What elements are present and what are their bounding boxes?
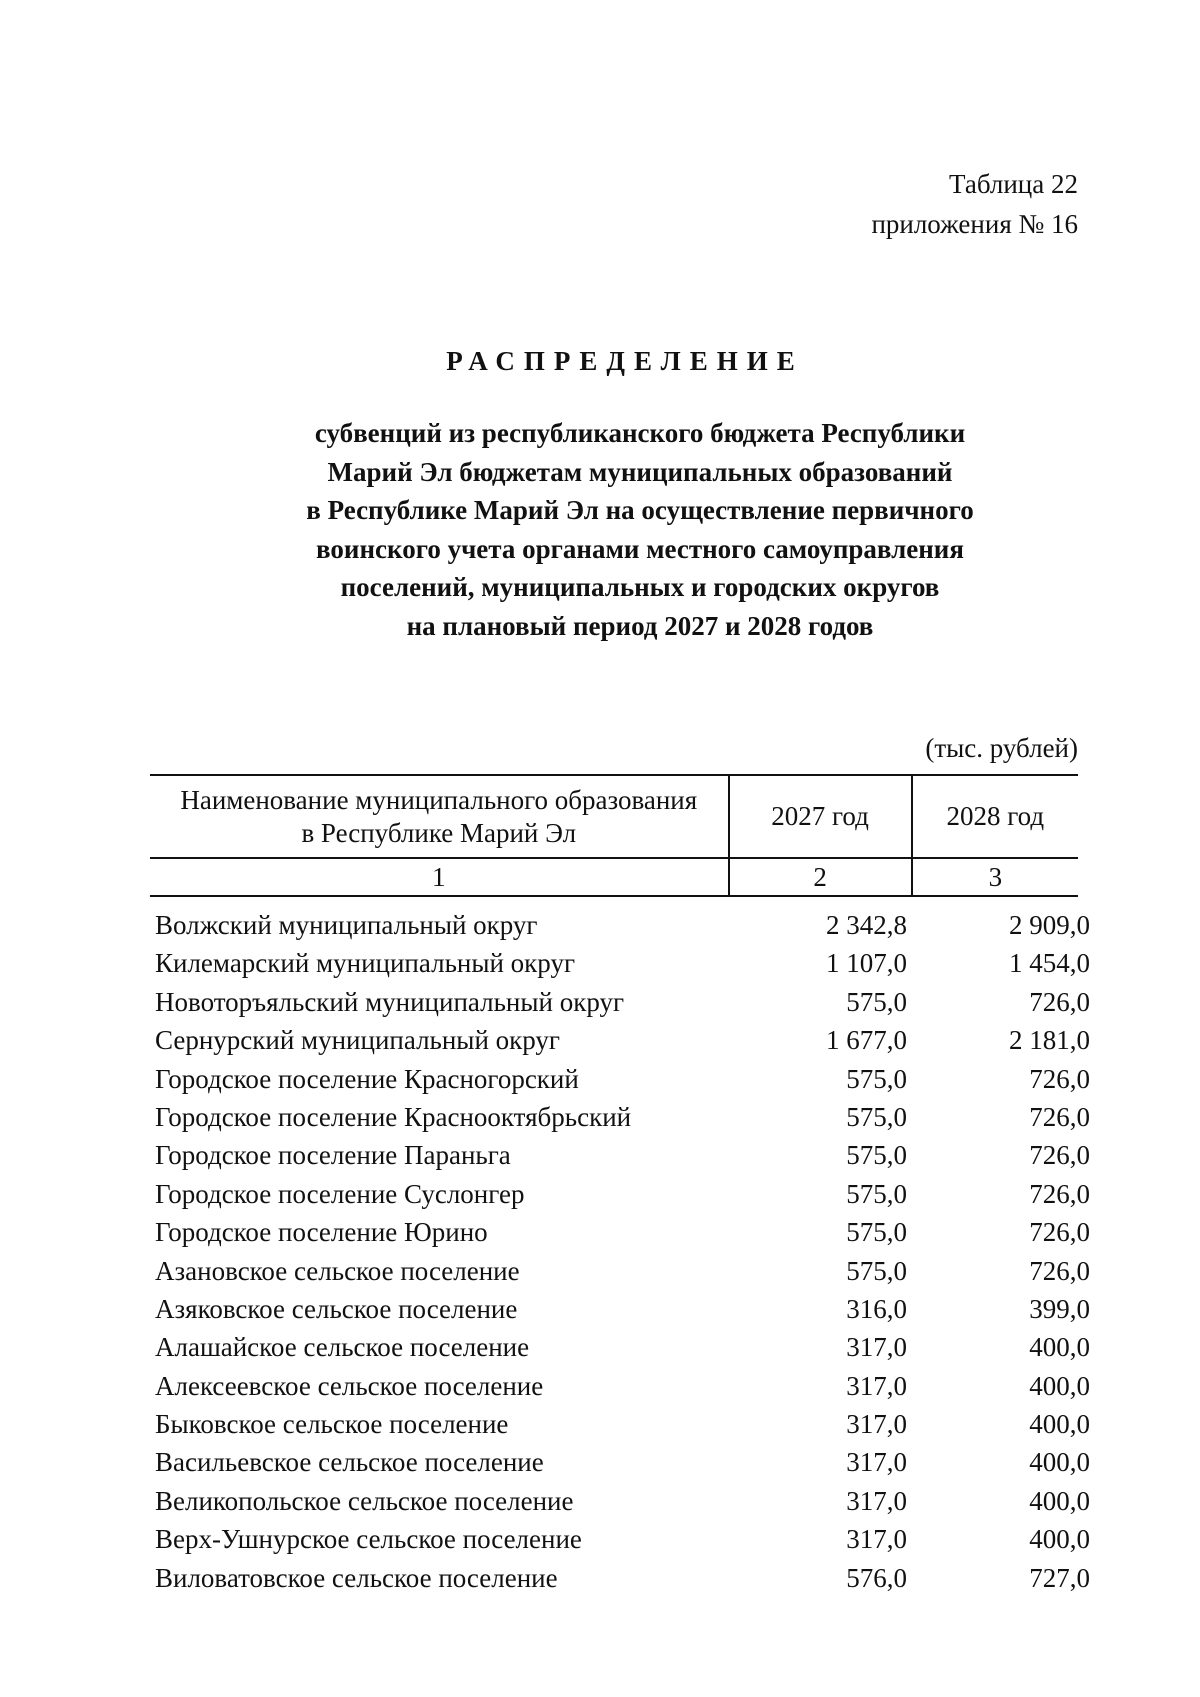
row-value-2027: 2 342,8 (826, 910, 907, 940)
row-value-2027: 575,0 (846, 986, 907, 1017)
row-name: Килемарский муниципальный округ (155, 948, 576, 979)
row-name: Городское поселение Юрино (155, 1217, 488, 1248)
table-row (155, 1136, 1090, 1174)
header-name-line: Наименование муниципального образования (180, 784, 698, 815)
row-value-2027: 575,0 (846, 1140, 907, 1171)
row-name: Городское поселение Краснооктябрьский (155, 1101, 632, 1132)
table-row (155, 1290, 1090, 1328)
table-reference (871, 164, 1078, 244)
row-name: Алашайское сельское поселение (155, 1332, 530, 1363)
row-value-2027: 317,0 (846, 1370, 907, 1401)
row-value-2027: 317,0 (846, 1485, 907, 1516)
row-value-2027: 575,0 (846, 1063, 907, 1094)
row-value-2027: 316,0 (846, 1293, 907, 1324)
row-name: Азановское сельское поселение (155, 1255, 520, 1286)
table-row (155, 944, 1090, 982)
row-name: Виловатовское сельское поселение (155, 1562, 558, 1593)
table-row (155, 1021, 1090, 1059)
row-value-2028: 726,0 (1029, 986, 1090, 1017)
row-value-2028: 726,0 (1029, 1178, 1090, 1209)
table-row (155, 1443, 1090, 1481)
column-number: 3 (912, 858, 1078, 896)
row-value-2028: 400,0 (1029, 1409, 1090, 1440)
row-value-2028: 400,0 (1029, 1524, 1090, 1555)
subtitle-line: поселений, муниципальных и городских округов (340, 572, 940, 602)
row-value-2027: 576,0 (846, 1562, 907, 1593)
table-number: Таблица 22 (949, 169, 1078, 199)
table-header (150, 774, 1078, 897)
row-value-2027: 575,0 (846, 1101, 907, 1132)
column-number: 1 (150, 858, 729, 896)
units-label: (тыс. рублей) (925, 733, 1078, 763)
header-name-column (150, 775, 729, 858)
table-row (155, 1559, 1090, 1597)
row-name: Верх-Ушнурское сельское поселение (155, 1524, 582, 1555)
header-name-line: в Республике Марий Эл (301, 817, 577, 848)
row-value-2028: 2 181,0 (1009, 1025, 1090, 1056)
row-value-2027: 317,0 (846, 1447, 907, 1478)
row-value-2028: 400,0 (1029, 1332, 1090, 1363)
row-value-2027: 1 677,0 (826, 1025, 907, 1056)
row-value-2028: 400,0 (1029, 1370, 1090, 1401)
table-row (155, 1482, 1090, 1520)
row-value-2028: 399,0 (1029, 1293, 1090, 1324)
table-row (155, 1213, 1090, 1251)
table-row (155, 1252, 1090, 1290)
subtitle-line: Марий Эл бюджетам муниципальных образований (327, 456, 953, 487)
table-row (155, 1175, 1090, 1213)
row-name: Волжский муниципальный округ (155, 910, 538, 940)
row-value-2028: 400,0 (1029, 1485, 1090, 1516)
row-value-2028: 726,0 (1029, 1140, 1090, 1171)
table-row (155, 1520, 1090, 1558)
appendix-number: приложения № 16 (871, 209, 1078, 239)
row-value-2027: 317,0 (846, 1524, 907, 1555)
table-row (155, 1098, 1090, 1136)
row-value-2027: 1 107,0 (826, 948, 907, 979)
subtitle-line: субвенций из республиканского бюджета Республики (314, 418, 966, 448)
row-value-2028: 726,0 (1029, 1063, 1090, 1094)
row-name: Васильевское сельское поселение (155, 1447, 544, 1478)
row-name: Алексеевское сельское поселение (155, 1370, 544, 1401)
row-value-2028: 727,0 (1029, 1562, 1090, 1593)
row-value-2028: 726,0 (1029, 1101, 1090, 1132)
table-row (155, 1060, 1090, 1098)
table-row (155, 1367, 1090, 1405)
table-row (155, 906, 1090, 944)
table-row (155, 1405, 1090, 1443)
table-row (155, 983, 1090, 1021)
row-value-2027: 575,0 (846, 1217, 907, 1248)
column-number: 2 (729, 858, 912, 896)
row-value-2028: 726,0 (1029, 1217, 1090, 1248)
row-name: Великопольское сельское поселение (155, 1485, 574, 1516)
row-value-2027: 575,0 (846, 1178, 907, 1209)
row-value-2028: 1 454,0 (1009, 948, 1090, 979)
row-name: Городское поселение Параньга (155, 1140, 511, 1171)
row-value-2027: 317,0 (846, 1332, 907, 1363)
row-value-2028: 726,0 (1029, 1255, 1090, 1286)
row-name: Быковское сельское поселение (155, 1409, 509, 1440)
document-subtitle (180, 414, 1100, 645)
subtitle-line: воинского учета органами местного самоуправления (316, 533, 964, 564)
subtitle-line: на плановый период 2027 и 2028 годов (406, 610, 874, 641)
subtitle-line: в Республике Марий Эл на осуществление первичного (306, 495, 974, 525)
header-year-2027: 2027 год (729, 775, 912, 858)
row-value-2027: 575,0 (846, 1255, 907, 1286)
row-name: Сернурский муниципальный округ (155, 1025, 560, 1056)
table-row (155, 1328, 1090, 1366)
row-value-2028: 400,0 (1029, 1447, 1090, 1478)
row-name: Азяковское сельское поселение (155, 1293, 518, 1324)
row-name: Городское поселение Суслонгер (155, 1178, 525, 1209)
row-name: Городское поселение Красногорский (155, 1063, 579, 1094)
table-body (155, 906, 1090, 1597)
document-title: РАСПРЕДЕЛЕНИЕ (446, 346, 804, 376)
row-name: Новоторъяльский муниципальный округ (155, 986, 625, 1017)
header-year-2028: 2028 год (912, 775, 1078, 858)
row-value-2027: 317,0 (846, 1409, 907, 1440)
row-value-2028: 2 909,0 (1009, 910, 1090, 940)
